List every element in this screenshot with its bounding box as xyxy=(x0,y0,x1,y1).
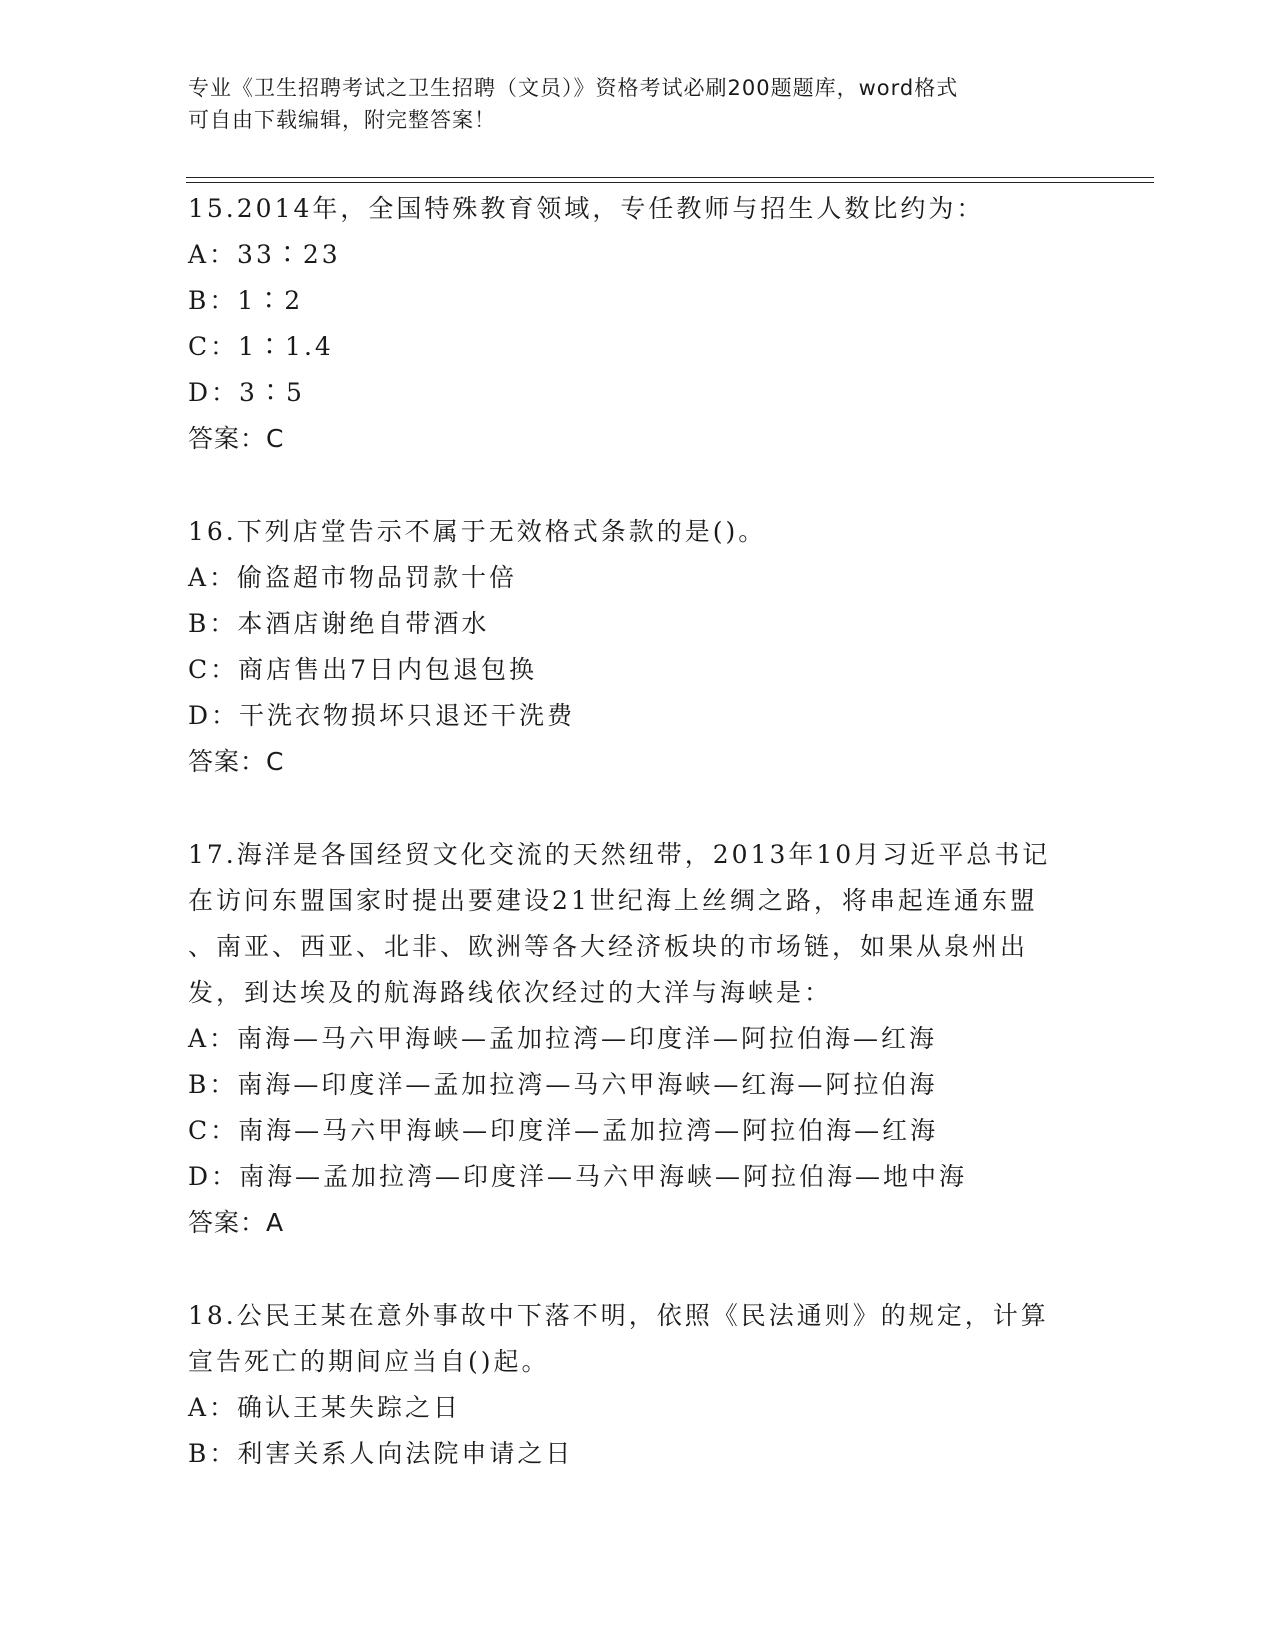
question-stem-line-4: 发，到达埃及的航海路线依次经过的大洋与海峡是： xyxy=(188,978,833,1007)
document-header xyxy=(188,72,1068,136)
question-stem-line-1: 17.海洋是各国经贸文化交流的天然纽带，2013年10月习近平总书记 xyxy=(188,840,1051,869)
option-a: A：确认王某失踪之日 xyxy=(188,1393,462,1422)
answer: 答案：C xyxy=(188,424,285,453)
option-b: B：利害关系人向法院申请之日 xyxy=(188,1439,574,1468)
question-stem: 15.2014年，全国特殊教育领域，专任教师与招生人数比约为： xyxy=(188,194,985,223)
question-17 xyxy=(188,832,1088,1246)
header-line-1: 专业《卫生招聘考试之卫生招聘（文员）》资格考试必刷200题题库，word格式 xyxy=(188,76,959,100)
answer: 答案：C xyxy=(188,747,285,776)
header-divider-top xyxy=(186,177,1154,178)
option-b: B：1∶2 xyxy=(188,286,304,315)
option-c: C：南海—马六甲海峡—印度洋—孟加拉湾—阿拉伯海—红海 xyxy=(188,1116,939,1145)
answer: 答案：A xyxy=(188,1208,285,1237)
option-a: A：33∶23 xyxy=(188,240,341,269)
option-a: A：偷盗超市物品罚款十倍 xyxy=(188,563,518,592)
option-d: D：3∶5 xyxy=(188,378,305,407)
option-d: D：干洗衣物损坏只退还干洗费 xyxy=(188,701,576,730)
question-stem: 16.下列店堂告示不属于无效格式条款的是()。 xyxy=(188,517,767,546)
option-d: D：南海—孟加拉湾—印度洋—马六甲海峡—阿拉伯海—地中海 xyxy=(188,1162,968,1191)
question-stem-line-3: 、南亚、西亚、北非、欧洲等各大经济板块的市场链，如果从泉州出 xyxy=(188,932,1029,961)
question-stem-line-1: 18.公民王某在意外事故中下落不明，依照《民法通则》的规定，计算 xyxy=(188,1301,1049,1330)
question-15 xyxy=(188,186,1088,462)
option-a: A：南海—马六甲海峡—孟加拉湾—印度洋—阿拉伯海—红海 xyxy=(188,1024,938,1053)
question-stem-line-2: 宣告死亡的期间应当自()起。 xyxy=(188,1347,550,1376)
option-b: B：南海—印度洋—孟加拉湾—马六甲海峡—红海—阿拉伯海 xyxy=(188,1070,938,1099)
question-18 xyxy=(188,1293,1088,1477)
question-16 xyxy=(188,509,1088,785)
option-c: C：商店售出7日内包退包换 xyxy=(188,655,538,684)
option-b: B：本酒店谢绝自带酒水 xyxy=(188,609,490,638)
option-c: C：1∶1.4 xyxy=(188,332,334,361)
question-stem-line-2: 在访问东盟国家时提出要建设21世纪海上丝绸之路，将串起连通东盟 xyxy=(188,886,1038,915)
question-list xyxy=(188,186,1088,1524)
header-line-2: 可自由下载编辑，附完整答案！ xyxy=(188,108,496,132)
header-divider-bottom xyxy=(186,182,1154,183)
